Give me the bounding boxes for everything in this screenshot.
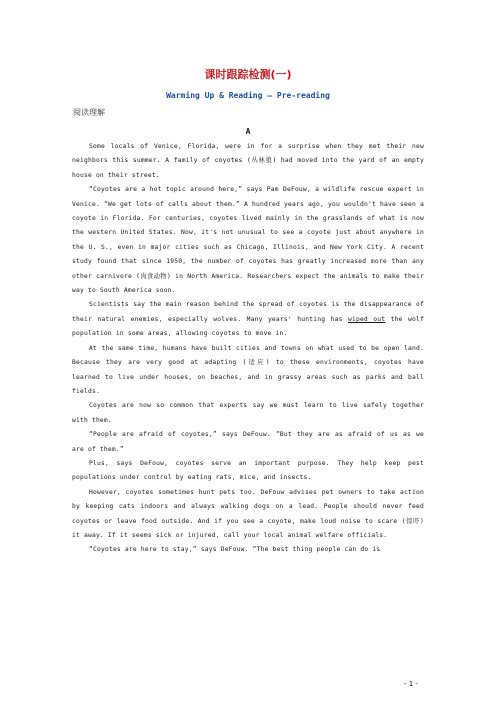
page-number: - 1 - — [404, 680, 418, 688]
paragraph: Plus, says DeFouw, coyotes serve an important purpose. They help keep pest populations under control by eating rats, mice, and insects. — [72, 459, 424, 482]
passage-letter: A — [245, 127, 251, 136]
document-title: 课时跟踪检测(一) — [204, 68, 292, 81]
paragraph: However, coyotes sometimes hunt pets too. DeFouw advises pet owners to take action by keeping cats indoors and always walking dogs on a lead. People should never feed coyotes or leave food outside. And if you see a coyote, make loud noise to scare (惊吓) it away. If it seems sick or injured, call your local animal welfare officials. — [72, 488, 424, 539]
paragraph-text: Scientists say the main reason behind the spread of coyotes is the disappearance of their natural enemies, especially wolves. Many years' hunting has — [72, 301, 424, 323]
document-subtitle: Warming Up & Reading — Pre-reading — [166, 91, 330, 100]
paragraph-text: the wolf population in some areas, allowing coyotes to move in. — [72, 315, 425, 338]
paragraph: “People are afraid of coyotes,” says DeFouw. “But they are as afraid of us as we are of them.” — [72, 431, 424, 453]
paragraph: “Coyotes are here to stay,” says DeFouw. “The best thing people can do is — [89, 546, 381, 554]
paragraph: Coyotes are now so common that experts say we must learn to live safely together with them. — [72, 402, 424, 424]
section-label: 阅读理解 — [73, 108, 105, 117]
paragraph: “Coyotes are a hot topic around here,” says Pam DeFouw, a wildlife rescue expert in Venice. “We get lots of calls about them.” A hundred years ago, you wouldn't have seen a coyote in Florida. For centuries, coyotes lived mainly in the grasslands of what is now the western United States. Now, it's not unusual to see a coyote just about anywhere in the U. S., even in major cities such as Chicago, Illinois, and New York City. A recent study found that since 1950, the number of coyotes has greatly increased more than any other carnivore (肉食动物) in North America. Researchers expect the animals to make their way to South America soon. — [72, 186, 424, 295]
underlined-phrase: wiped out — [347, 315, 386, 323]
paragraph: At the same time, humans have built cities and towns on what used to be open land. Because they are very good at adapting (适应) to these environments, coyotes have learned to live under houses, on beaches, and in grassy areas such as parks and ball fields. — [72, 344, 424, 395]
passage-body — [72, 140, 424, 558]
paragraph — [72, 298, 424, 341]
paragraph: Some locals of Venice, Florida, were in for a surprise when they met their new neighbors this summer. A family of coyotes (丛林狼) had moved into the yard of an empty house on their street. — [72, 143, 424, 179]
